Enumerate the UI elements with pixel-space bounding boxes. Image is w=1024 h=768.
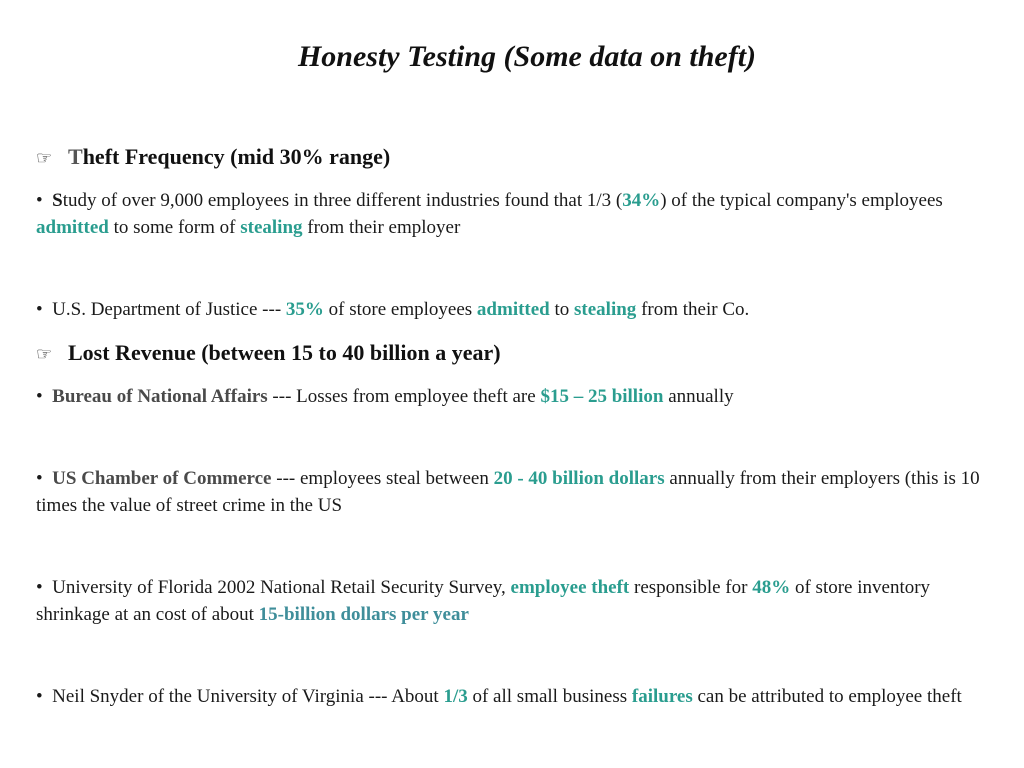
pointing-hand-icon: ☞ <box>36 344 53 364</box>
slide-title: Honesty Testing (Some data on theft) <box>297 40 757 73</box>
bullet-us-chamber-commerce <box>36 465 1006 519</box>
bullet-icon: • <box>36 686 53 707</box>
text-segment: can be attributed to employee theft <box>692 686 962 707</box>
text-segment: S <box>52 190 63 211</box>
bullet-university-florida <box>36 574 1006 628</box>
bullet-icon: • <box>36 299 53 320</box>
bullet-us-doj <box>36 296 1006 323</box>
text-segment: from their Co. <box>636 299 750 320</box>
text-segment: from their employer <box>302 217 461 238</box>
text-segment: annually <box>663 386 734 407</box>
heading-text: heft Frequency (mid 30% range) <box>82 144 391 169</box>
heading-text: Lost Revenue (between 15 to 40 billion a year) <box>68 340 501 365</box>
highlight-failures: failures <box>631 686 693 707</box>
bullet-icon: • <box>36 468 53 489</box>
org-name: US Chamber of Commerce <box>52 468 272 489</box>
section-heading-lost-revenue <box>36 340 501 366</box>
bullet-icon: • <box>36 386 53 407</box>
bullet-study-9000 <box>36 187 1006 241</box>
text-segment: responsible for <box>629 577 753 598</box>
text-segment: of store inventory shrinkage at an cost of about <box>36 577 931 625</box>
text-segment: University of Florida 2002 National Retail Security Survey, <box>52 577 511 598</box>
highlight-15-billion: 15-billion dollars per year <box>258 604 469 625</box>
highlight-20-40-billion: 20 - 40 billion dollars <box>493 468 665 489</box>
section-heading-theft-frequency <box>36 144 390 170</box>
highlight-stealing: stealing <box>240 217 303 238</box>
bullet-icon: • <box>36 577 53 598</box>
text-segment: annually from their employers (this is 10 times the value of street crime in the US <box>36 468 980 516</box>
highlight-employee-theft: employee theft <box>510 577 630 598</box>
highlight-15-25-billion: $15 – 25 billion <box>540 386 664 407</box>
bullet-bureau-national-affairs <box>36 383 1006 410</box>
highlight-48-percent: 48% <box>752 577 791 598</box>
highlight-admitted: admitted <box>476 299 550 320</box>
text-segment: of store employees <box>323 299 477 320</box>
highlight-admitted: admitted <box>36 217 109 238</box>
text-segment: ) of the typical company's employees <box>660 190 943 211</box>
highlight-35-percent: 35% <box>285 299 324 320</box>
text-segment: U.S. Department of Justice --- <box>52 299 286 320</box>
text-segment: Neil Snyder of the University of Virginia --- About <box>52 686 444 707</box>
bullet-neil-snyder <box>36 683 1006 710</box>
highlight-34-percent: 34% <box>622 190 661 211</box>
bullet-icon: • <box>36 190 53 211</box>
text-segment: tudy of over 9,000 employees in three different industries found that 1/3 ( <box>62 190 623 211</box>
org-name: Bureau of National Affairs <box>52 386 268 407</box>
text-segment: --- employees steal between <box>271 468 494 489</box>
text-segment: to some form of <box>108 217 241 238</box>
heading-first-letter: T <box>68 144 83 169</box>
text-segment: of all small business <box>467 686 632 707</box>
text-segment: to <box>549 299 575 320</box>
highlight-one-third: 1/3 <box>443 686 468 707</box>
pointing-hand-icon: ☞ <box>36 148 53 168</box>
highlight-stealing: stealing <box>574 299 637 320</box>
text-segment: --- Losses from employee theft are <box>267 386 541 407</box>
